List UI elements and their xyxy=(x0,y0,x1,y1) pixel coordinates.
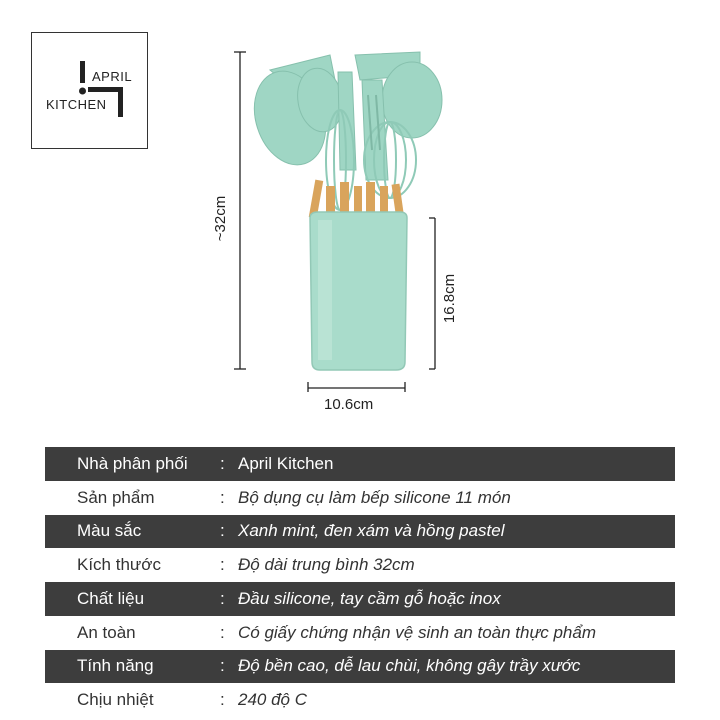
spec-separator: : xyxy=(220,521,225,541)
spec-row xyxy=(45,447,675,481)
spec-row xyxy=(45,548,675,582)
spec-label: An toàn xyxy=(77,622,136,642)
spec-value: Độ bền cao, dễ lau chùi, không gây trầy xước xyxy=(238,656,581,676)
dimension-holder-height-label: 16.8cm xyxy=(441,273,459,324)
spec-row xyxy=(45,683,675,717)
spec-value: April Kitchen xyxy=(238,453,334,473)
spec-separator: : xyxy=(220,622,225,642)
spec-value: Có giấy chứng nhận vệ sinh an toàn thực phẩm xyxy=(238,622,596,642)
spec-row xyxy=(45,481,675,515)
spec-row xyxy=(45,616,675,650)
spec-value: 240 độ C xyxy=(238,690,307,710)
logo-text-april: APRIL xyxy=(92,69,133,84)
spec-label: Kích thước xyxy=(77,555,161,575)
spec-separator: : xyxy=(220,588,225,608)
spec-row xyxy=(45,582,675,616)
spec-row xyxy=(45,515,675,549)
spec-label: Màu sắc xyxy=(77,521,142,541)
spec-value: Bộ dụng cụ làm bếp silicone 11 món xyxy=(238,487,511,507)
spec-label: Chịu nhiệt xyxy=(77,690,154,710)
spec-label: Sản phẩm xyxy=(77,487,155,507)
logo-text-kitchen: KITCHEN xyxy=(46,97,107,112)
spec-value: Độ dài trung bình 32cm xyxy=(238,555,415,575)
spec-separator: : xyxy=(220,453,225,473)
spec-separator: : xyxy=(220,656,225,676)
spec-value: Xanh mint, đen xám và hồng pastel xyxy=(238,521,505,541)
spec-label: Tính năng xyxy=(77,656,154,676)
spec-label: Chất liệu xyxy=(77,588,145,608)
spec-separator: : xyxy=(220,555,225,575)
spec-table xyxy=(45,447,675,717)
spec-value: Đầu silicone, tay cầm gỗ hoặc inox xyxy=(238,588,501,608)
dimension-height-label: ~32cm xyxy=(212,195,230,242)
spec-separator: : xyxy=(220,487,225,507)
spec-separator: : xyxy=(220,690,225,710)
dimension-width-label: 10.6cm xyxy=(324,396,374,413)
spec-label: Nhà phân phối xyxy=(77,453,188,473)
spec-row xyxy=(45,650,675,684)
